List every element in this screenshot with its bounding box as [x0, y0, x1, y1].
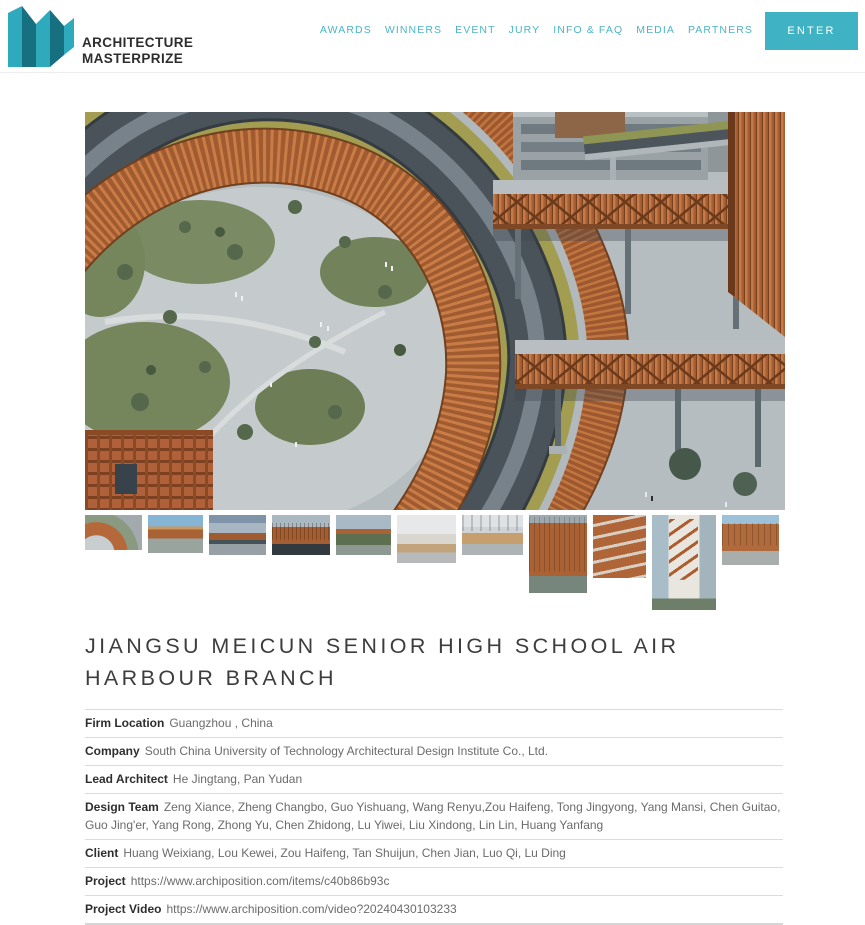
nav-link-winners[interactable]: WINNERS — [384, 24, 443, 36]
nav-link-partners[interactable]: PARTNERS — [687, 24, 753, 36]
project-title: JIANGSU MEICUN SENIOR HIGH SCHOOL AIR HARBOUR BRANCH — [85, 634, 680, 691]
project-main-photo[interactable] — [85, 112, 785, 510]
detail-row-company — [85, 737, 783, 765]
detail-value: Zeng Xiance, Zheng Changbo, Guo Yishuang, Wang Renyu,Zou Haifeng, Tong Jingyong, Yang Mansi, Chen Guitao, Guo Jing'er, Yang Rong, Zhong Yu, Chen Zhidong, Lu Yiwei, Liu Xindong, Lin Lin, Huang Yanfang — [85, 799, 781, 832]
detail-label: Design Team — [85, 799, 159, 814]
detail-label: Firm Location — [85, 715, 165, 730]
thumbnail-1[interactable] — [85, 515, 142, 550]
thumbnail-4[interactable] — [272, 515, 330, 555]
thumbnail-6[interactable] — [397, 515, 456, 563]
nav-link-awards[interactable]: AWARDS — [319, 24, 372, 36]
thumbnail-strip — [85, 515, 785, 611]
detail-row-design-team — [85, 793, 783, 839]
project-page — [85, 112, 785, 925]
nav-link-media[interactable]: MEDIA — [636, 24, 675, 36]
detail-label: Project — [85, 873, 126, 888]
detail-value: South China University of Technology Architectural Design Institute Co., Ltd. — [144, 743, 549, 758]
pergola — [85, 430, 213, 510]
enter-button[interactable]: ENTER — [765, 12, 858, 50]
detail-row-lead-architect — [85, 765, 783, 793]
detail-value: Huang Weixiang, Lou Kewei, Zou Haifeng, Tan Shuijun, Chen Jian, Luo Qi, Lu Ding — [123, 845, 566, 860]
detail-row-project-link — [85, 867, 783, 895]
thumbnail-7[interactable] — [462, 515, 523, 555]
project-details — [85, 709, 783, 925]
detail-label: Company — [85, 743, 140, 758]
brand-line2: MASTERPRIZE — [82, 51, 184, 67]
nav-link-jury[interactable]: JURY — [508, 24, 541, 36]
detail-label: Lead Architect — [85, 771, 168, 786]
thumbnail-10[interactable] — [652, 515, 716, 610]
nav-link-info-faq[interactable]: INFO & FAQ — [553, 24, 624, 36]
detail-row-firm-location — [85, 709, 783, 737]
detail-value: Guangzhou , China — [169, 715, 273, 730]
brand-line1: ARCHITECTURE — [82, 35, 194, 50]
project-url-link[interactable]: https://www.archiposition.com/items/c40b86b93c — [130, 873, 390, 888]
site-header — [0, 0, 865, 73]
detail-label: Client — [85, 845, 119, 860]
thumbnail-2[interactable] — [148, 515, 203, 553]
amp-logo-icon[interactable] — [8, 4, 74, 68]
nav-link-event[interactable]: EVENT — [455, 24, 496, 36]
project-video-link[interactable]: https://www.archiposition.com/video?20240430103233 — [166, 901, 457, 916]
thumbnail-9[interactable] — [593, 515, 646, 578]
detail-row-client — [85, 839, 783, 867]
detail-row-project-video — [85, 895, 783, 925]
main-nav — [320, 0, 753, 60]
detail-label: Project Video — [85, 901, 162, 916]
brand-wordmark — [82, 35, 193, 67]
thumbnail-3[interactable] — [209, 515, 266, 555]
thumbnail-8[interactable] — [529, 515, 587, 593]
thumbnail-11[interactable] — [722, 515, 779, 565]
aerial-photo-illustration — [85, 112, 785, 510]
thumbnail-5[interactable] — [336, 515, 391, 555]
detail-value: He Jingtang, Pan Yudan — [172, 771, 303, 786]
